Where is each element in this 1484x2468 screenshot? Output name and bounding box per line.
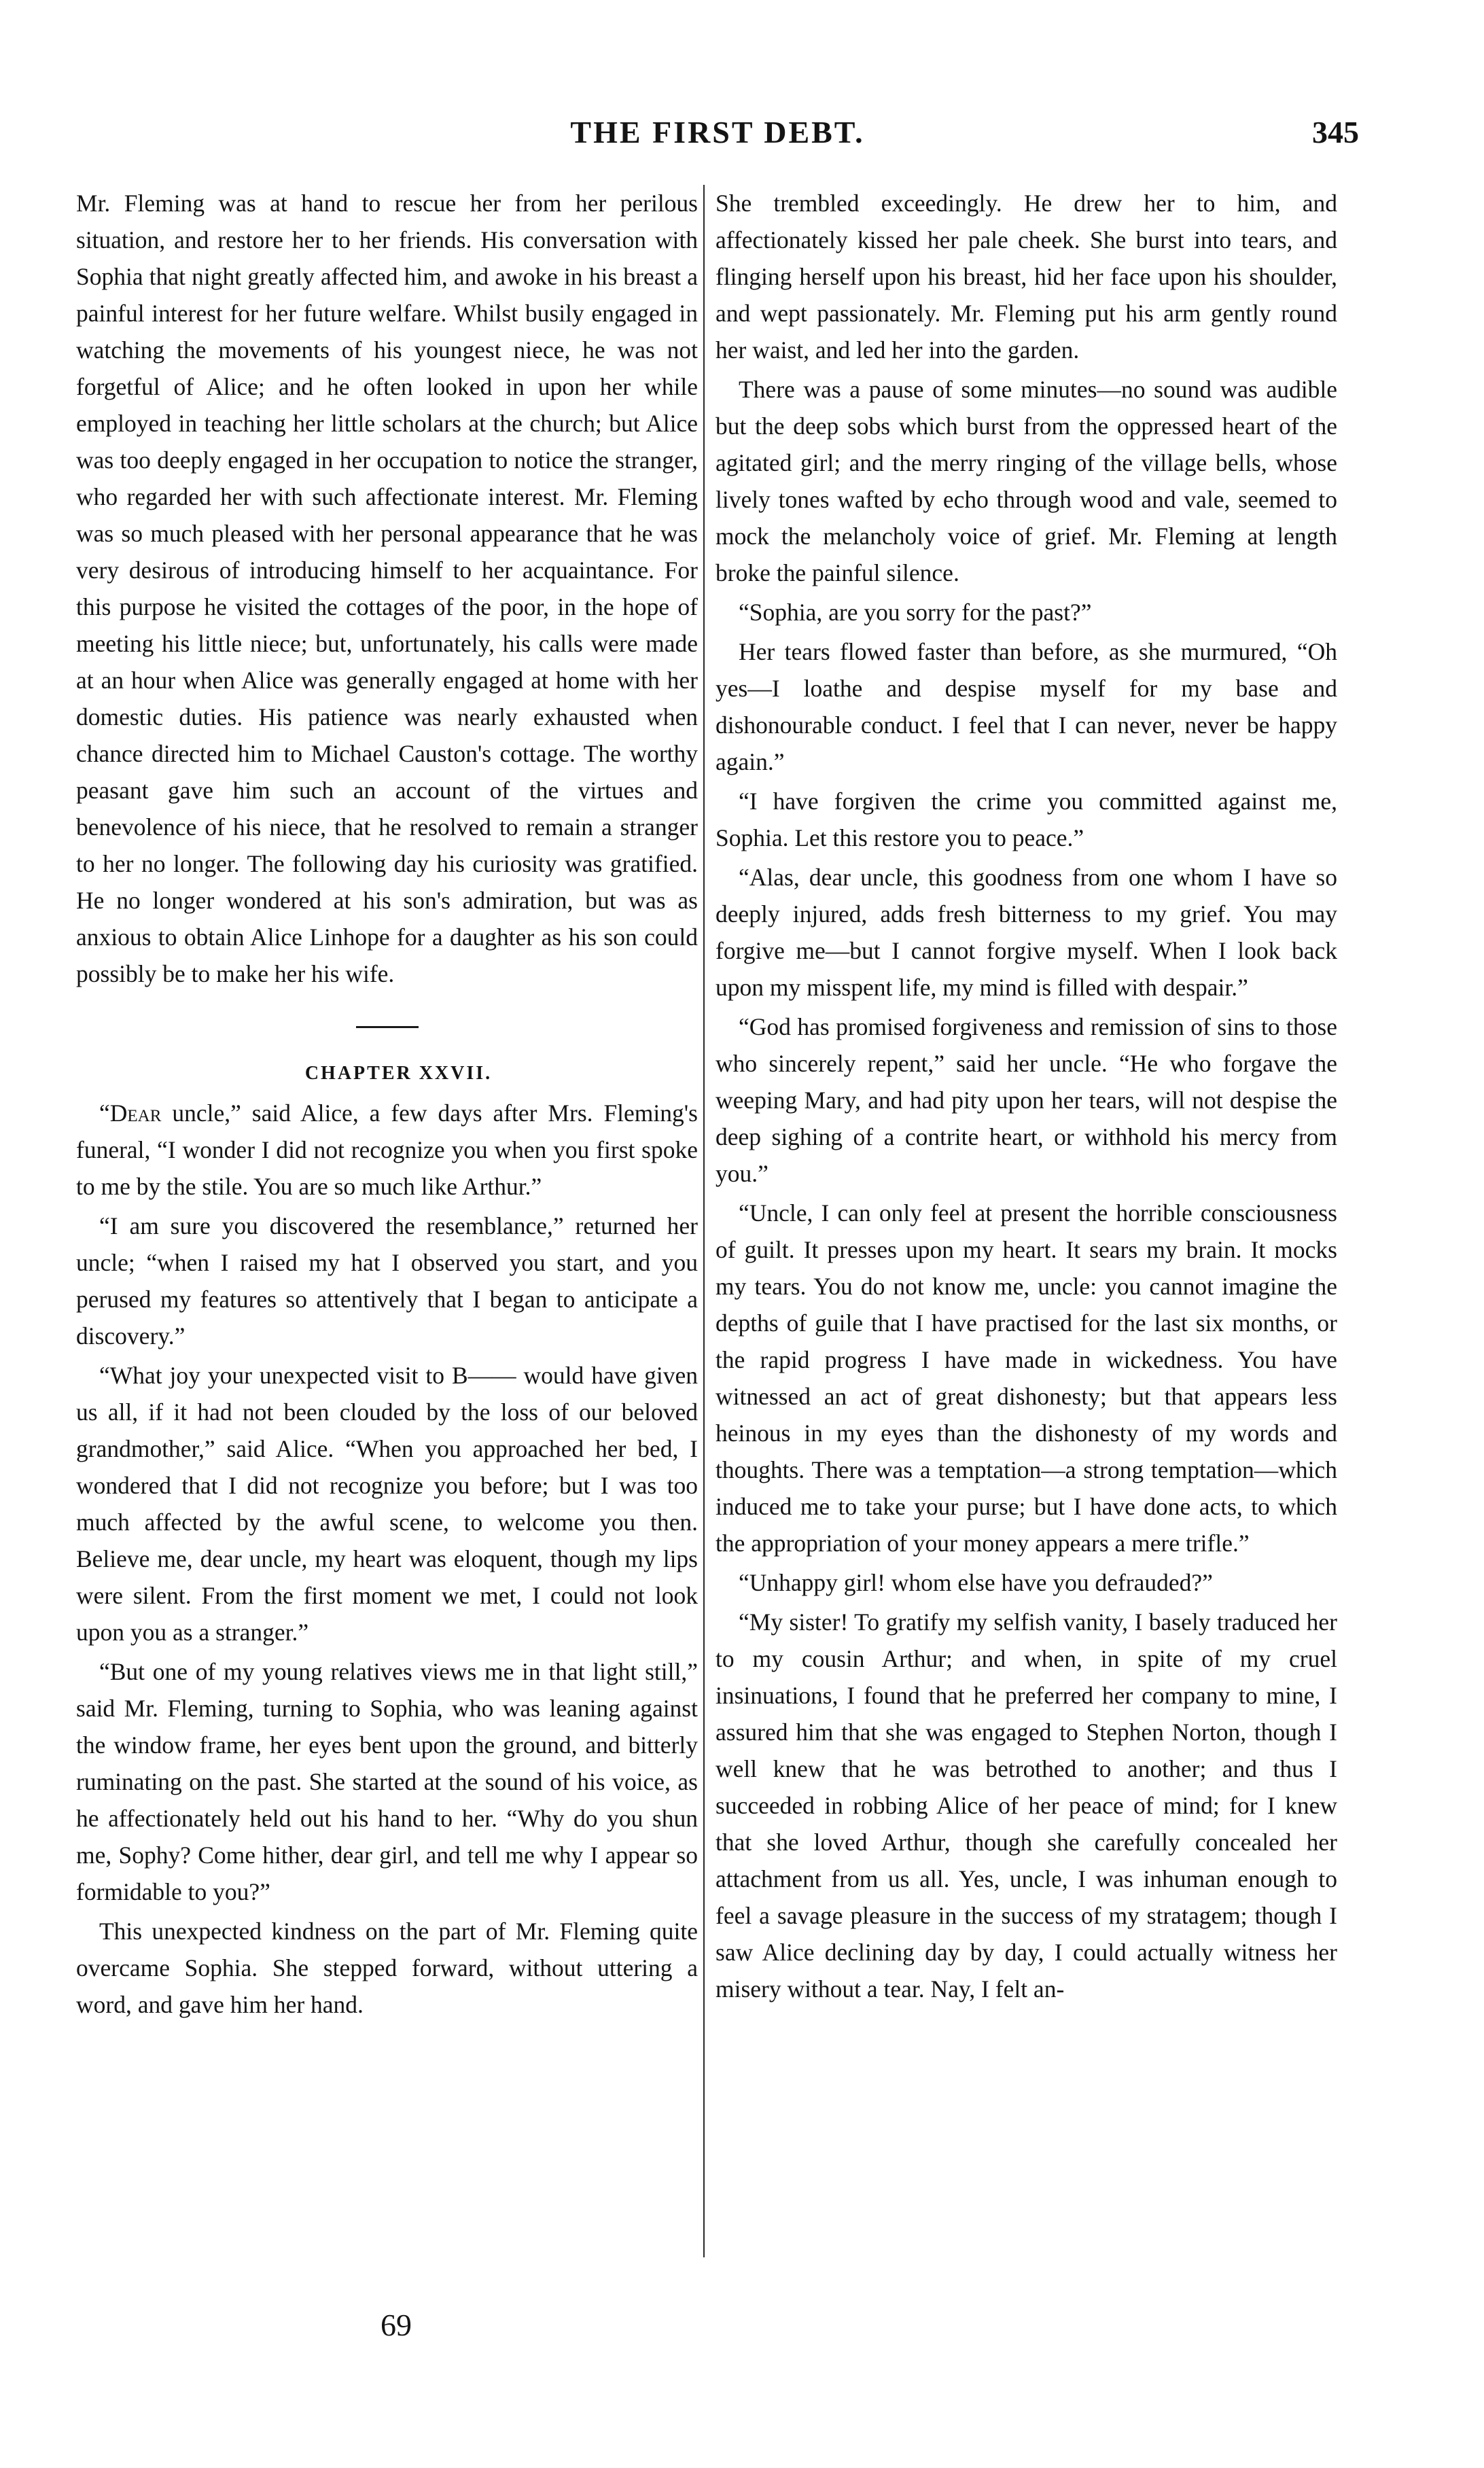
paragraph — [76, 1095, 698, 1205]
paragraph: She trembled exceedingly. He drew her to him, and affectionately kissed her pale cheek. She burst into tears, and flinging herself upon his breast, hid her face upon his shoulder, and wept passionately. Mr. Fleming put his arm gently round her waist, and led her into the garden. — [716, 190, 1337, 364]
paragraph: “Uncle, I can only feel at present the horrible consciousness of guilt. It presses upon my heart. It sears my brain. It mocks my tears. You do not know me, uncle: you cannot imagine the depths of guile that I have practised for the last six months, or the rapid progress I have made in wickedness. You have witnessed an act of great dishonesty; but that appears less heinous in my eyes than the dishonesty of my words and thoughts. There was a temptation—a strong temptation—which induced me to take your purse; but I have done acts, to which the appropriation of your money appears a mere trifle.” — [716, 1199, 1337, 1557]
paragraph: Her tears flowed faster than before, as she murmured, “Oh yes—I loathe and despise myself for my base and dishonourable conduct. I feel that I can never, never be happy again.” — [716, 638, 1337, 775]
column-divider — [703, 185, 705, 2257]
chapter-heading: CHAPTER XXVII. — [304, 1063, 493, 1084]
paragraph: “I have forgiven the crime you committed against me, Sophia. Let this restore you to peace.” — [716, 788, 1337, 851]
paragraph: “Sophia, are you sorry for the past?” — [739, 599, 1092, 626]
paragraph: “Unhappy girl! whom else have you defrauded?” — [739, 1569, 1213, 1596]
signature-mark: 69 — [381, 2308, 412, 2342]
right-column — [716, 185, 1337, 2007]
running-title: THE FIRST DEBT. — [570, 115, 865, 149]
paragraph: There was a pause of some minutes—no sound was audible but the deep sobs which burst from the oppressed heart of the agitated girl; and the merry ringing of the village bells, whose lively tones wafted by echo through wood and vale, seemed to mock the melancholy voice of grief. Mr. Fleming at length broke the painful silence. — [716, 376, 1337, 586]
paragraph: “My sister! To gratify my selfish vanity, I basely traduced her to my cousin Arthur; and when, in spite of my cruel insinuations, I found that he preferred her company to mine, I assured him that she was engaged to Stephen Norton, though I well knew that he was betrothed to another; and thus I succeeded in robbing Alice of her peace of mind; for I knew that she loved Arthur, though she carefully concealed her attachment from us all. Yes, uncle, I was inhuman enough to feel a savage pleasure in the success of my stratagem; though I saw Alice declining day by day, I could actually witness her misery without a tear. Nay, I felt an- — [716, 1608, 1337, 2003]
running-header — [76, 114, 1359, 155]
paragraph: Mr. Fleming was at hand to rescue her from her perilous situation, and restore her to her friends. His conversation with Sophia that night greatly affected him, and awoke in his breast a painful interest for her future welfare. Whilst busily engaged in watching the movements of his youngest niece, he was not forgetful of Alice; and he often looked in upon her while employed in teaching her little scholars at the church; but Alice was too deeply engaged in her occupation to notice the stranger, who regarded her with such affectionate interest. Mr. Fleming was so much pleased with her personal appearance that he was very desirous of introducing himself to her acquaintance. For this purpose he visited the cottages of the poor, in the hope of meeting his little niece; but, unfortunately, his calls were made at an hour when Alice was generally engaged at home with her domestic duties. His patience was nearly exhausted when chance directed him to Michael Causton's cottage. The worthy peasant gave him such an account of the virtues and benevolence of his niece, that he resolved to remain a stranger to her no longer. The following day his curiosity was gratified. He no longer wondered at his son's admiration, but was as anxious to obtain Alice Linhope for a daughter as his son could possibly be to make her his wife. — [76, 190, 698, 987]
page-number: 345 — [1312, 115, 1359, 149]
paragraph: “But one of my young relatives views me in that light still,” said Mr. Fleming, turning to Sophia, who was leaning against the window frame, her eyes bent upon the ground, and bitterly ruminating on the past. She started at the sound of his voice, as he affectionately held out his hand to her. “Why do you shun me, Sophy? Come hither, dear girl, and tell me why I appear so formidable to you?” — [76, 1658, 698, 1905]
paragraph-body: uncle,” said Alice, a few days after Mrs. Fleming's funeral, “I wonder I did not recognize you when you first spoke to me by the stile. You are so much like Arthur.” — [76, 1099, 698, 1200]
left-column — [76, 185, 698, 2023]
paragraph: “What joy your unexpected visit to B—— would have given us all, if it had not been clouded by the loss of our beloved grandmother,” said Alice. “When you approached her bed, I wondered that I did not recognize you before; but I was too much affected by the awful scene, to welcome you then. Believe me, dear uncle, my heart was eloquent, though my lips were silent. From the first moment we met, I could not look upon you as a stranger.” — [76, 1362, 698, 1646]
paragraph: “God has promised forgiveness and remission of sins to those who sincerely repent,” said her uncle. “He who forgave the weeping Mary, and had pity upon her tears, will not despise the deep sighing of a contrite heart, or withhold his mercy from you.” — [716, 1013, 1337, 1187]
section-divider — [356, 1026, 419, 1028]
paragraph: “Alas, dear uncle, this goodness from one whom I have so deeply injured, adds fresh bitterness to my grief. You may forgive me—but I cannot forgive myself. When I look back upon my misspent life, my mind is filled with despair.” — [716, 864, 1337, 1001]
paragraph: This unexpected kindness on the part of Mr. Fleming quite overcame Sophia. She stepped forward, without uttering a word, and gave him her hand. — [76, 1918, 698, 2018]
paragraph: “I am sure you discovered the resemblance,” returned her uncle; “when I raised my hat I observed you start, and you perused my features so attentively that I began to anticipate a discovery.” — [76, 1212, 698, 1350]
paragraph-lead: “Dear — [99, 1099, 162, 1127]
